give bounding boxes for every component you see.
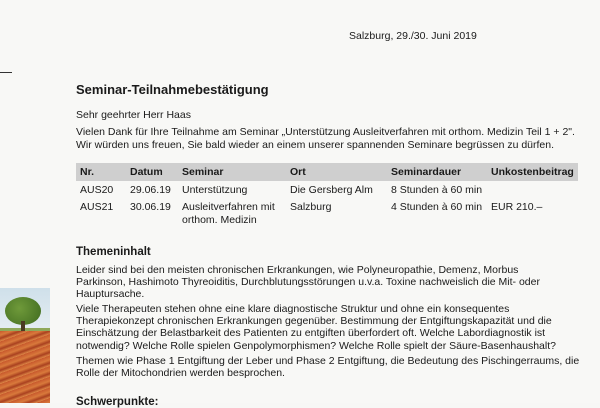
paragraph-line: Parkinson, Hashimoto Thyreoiditis, Durchblutungsstörungen u.v.a. Toxine nachweislich die Mit- oder [76, 276, 540, 289]
col-header-ort: Ort [286, 163, 387, 181]
table-row [76, 181, 578, 199]
salutation: Sehr geehrter Herr Haas [76, 109, 191, 121]
paragraph-line: Themen wie Phase 1 Entgiftung der Leber und Phase 2 Entgiftung, die Bedeutung des Pischingerraums, die [76, 355, 580, 367]
paragraph-line: Therapiekonzept chronischen Erkrankungen gegenüber. Bestimmung der Entgiftungskapazität und die [76, 315, 552, 328]
cell-unkostenbeitrag: EUR 210.– [491, 201, 543, 213]
section-title-themeninhalt: Themeninhalt [76, 246, 151, 258]
cell-ort: Die Gersberg Alm [290, 184, 373, 196]
cell-nr: AUS21 [80, 201, 114, 213]
paragraph [76, 264, 584, 301]
paragraph-line: Hauptursache. [76, 288, 145, 301]
col-header-seminardauer: Seminardauer [387, 163, 487, 181]
cell-datum: 29.06.19 [130, 184, 171, 196]
table-header-row [76, 163, 578, 181]
col-header-unkostenbeitrag: Unkostenbeitrag [487, 163, 578, 181]
fold-mark [0, 72, 12, 73]
cell-seminardauer: 8 Stunden à 60 min [391, 184, 483, 196]
landscape-photo [0, 288, 50, 403]
document-title: Seminar-Teilnahmebestätigung [76, 82, 269, 97]
cell-nr: AUS20 [80, 184, 114, 196]
table-row [76, 199, 578, 229]
cell-datum: 30.06.19 [130, 201, 171, 213]
intro-line: Wir würden uns freuen, Sie bald wieder an einem unserer spannenden Seminare begrüssen zu dürfen. [76, 139, 555, 151]
paragraph [76, 303, 584, 352]
col-header-datum: Datum [126, 163, 178, 181]
cell-unkostenbeitrag [487, 181, 578, 199]
paragraph-line: Viele Therapeuten stehen ohne eine klare diagnostische Struktur und ohne ein konsequentes [76, 303, 510, 315]
paragraph-line: notwendig? Welche Rolle spielen Genpolymorphismen? Welche Rolle spielt der Säure-Basenhaushalt? [76, 339, 556, 352]
place-date: Salzburg, 29./30. Juni 2019 [349, 30, 477, 42]
paragraph-line: Leider sind bei den meisten chronischen Erkrankungen, wie Polyneuropathie, Demenz, Morbus [76, 264, 519, 276]
seminar-table [76, 163, 578, 229]
paragraph-line: Einschätzung der Belastbarkeit des Patienten zu entgiften überfordert oft. Welche Labordiagnostik ist [76, 327, 546, 340]
col-header-seminar: Seminar [178, 163, 286, 181]
paragraph-line: Rolle der Mitochondrien werden besprochen. [76, 367, 285, 380]
cell-seminardauer: 4 Stunden à 60 min [391, 201, 483, 213]
col-header-nr: Nr. [76, 163, 126, 181]
section-title-schwerpunkte: Schwerpunkte: [76, 396, 159, 408]
intro-text [76, 126, 586, 152]
intro-line: Vielen Dank für Ihre Teilnahme am Seminar „Unterstützung Ausleitverfahren mit orthom. Medizin Teil 1 + 2". [76, 126, 575, 138]
cell-ort: Salzburg [290, 201, 332, 213]
paragraph [76, 355, 584, 379]
cell-seminar: Unterstützung [182, 184, 248, 196]
cell-seminar: Ausleitverfahren mit orthom. Medizin [182, 201, 275, 226]
